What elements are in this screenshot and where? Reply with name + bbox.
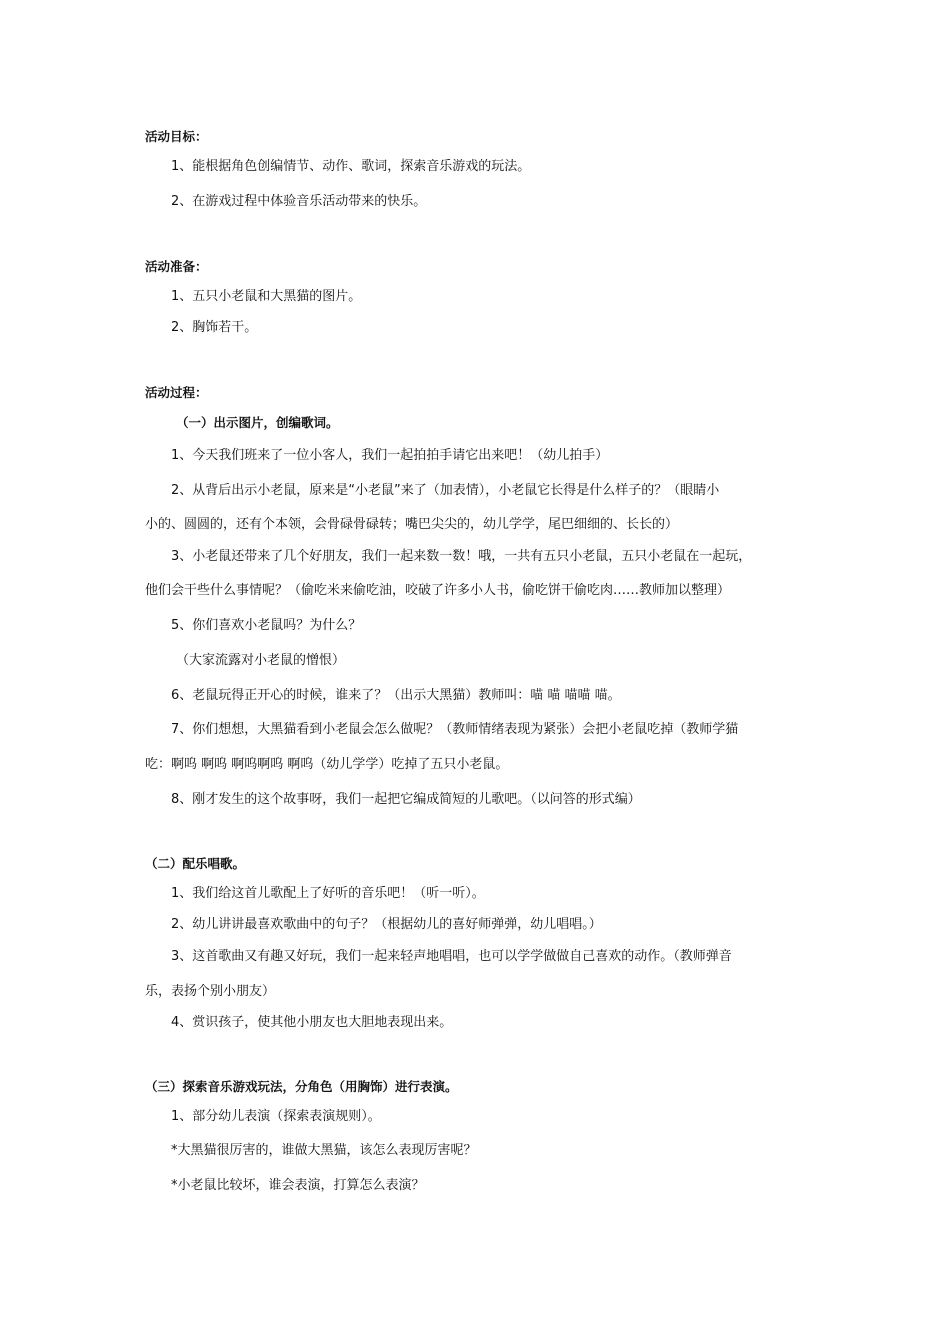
- process-line: 小的、圆圆的，还有个本领，会骨碌骨碌转；嘴巴尖尖的，幼儿学学，尾巴细细的、长长的）: [145, 517, 679, 532]
- goals-heading: 活动目标：: [145, 129, 208, 144]
- process-line: *大黑猫很厉害的，谁做大黑猫，该怎么表现厉害呢？: [171, 1143, 477, 1158]
- process-line: 3、这首歌曲又有趣又好玩，我们一起来轻声地唱唱，也可以学学做做自己喜欢的动作。（教师弹音: [171, 949, 732, 964]
- goal-item: 2、在游戏过程中体验音乐活动带来的快乐。: [171, 194, 427, 209]
- process-line: 5、你们喜欢小老鼠吗？为什么？: [171, 618, 362, 633]
- part2-heading: （二）配乐唱歌。: [145, 856, 246, 871]
- process-line: 3、小老鼠还带来了几个好朋友，我们一起来数一数！哦，一共有五只小老鼠，五只小老鼠在一起玩，: [171, 549, 752, 564]
- process-heading: 活动过程：: [145, 385, 208, 400]
- process-line: 1、今天我们班来了一位小客人，我们一起拍拍手请它出来吧！（幼儿拍手）: [171, 448, 609, 463]
- process-line: 4、赏识孩子，使其他小朋友也大胆地表现出来。: [171, 1015, 453, 1030]
- process-line: （大家流露对小老鼠的憎恨）: [176, 653, 346, 668]
- part3-heading: （三）探索音乐游戏玩法，分角色（用胸饰）进行表演。: [145, 1079, 458, 1094]
- process-line: 8、刚才发生的这个故事呀，我们一起把它编成简短的儿歌吧。（以问答的形式编）: [171, 792, 641, 807]
- part1-heading: （一）出示图片，创编歌词。: [176, 415, 339, 430]
- process-line: 7、你们想想，大黑猫看到小老鼠会怎么做呢？（教师情绪表现为紧张）会把小老鼠吃掉（教师学猫: [171, 722, 739, 737]
- goal-item: 1、能根据角色创编情节、动作、歌词，探索音乐游戏的玩法。: [171, 159, 531, 174]
- process-line: *小老鼠比较坏，谁会表演，打算怎么表演？: [171, 1178, 425, 1193]
- preparation-item: 2、胸饰若干。: [171, 320, 258, 335]
- process-line: 6、老鼠玩得正开心的时候，谁来了？（出示大黑猫）教师叫：喵 喵 喵喵 喵。: [171, 688, 621, 703]
- process-line: 1、部分幼儿表演（探索表演规则）。: [171, 1109, 381, 1124]
- process-line: 吃：啊呜 啊呜 啊呜啊呜 啊呜（幼儿学学）吃掉了五只小老鼠。: [145, 757, 509, 772]
- preparation-heading: 活动准备：: [145, 259, 208, 274]
- process-line: 他们会干些什么事情呢？（偷吃米来偷吃油，咬破了许多小人书，偷吃饼干偷吃肉……教师加以整理）: [145, 583, 731, 598]
- preparation-item: 1、五只小老鼠和大黑猫的图片。: [171, 289, 362, 304]
- process-line: 2、从背后出示小老鼠，原来是“小老鼠”来了（加表情），小老鼠它长得是什么样子的？（眼睛小: [171, 483, 720, 498]
- process-line: 2、幼儿讲讲最喜欢歌曲中的句子？（根据幼儿的喜好师弹弹，幼儿唱唱。）: [171, 917, 602, 932]
- process-line: 1、我们给这首儿歌配上了好听的音乐吧！（听一听）。: [171, 886, 485, 901]
- process-line: 乐，表扬个别小朋友）: [145, 984, 276, 999]
